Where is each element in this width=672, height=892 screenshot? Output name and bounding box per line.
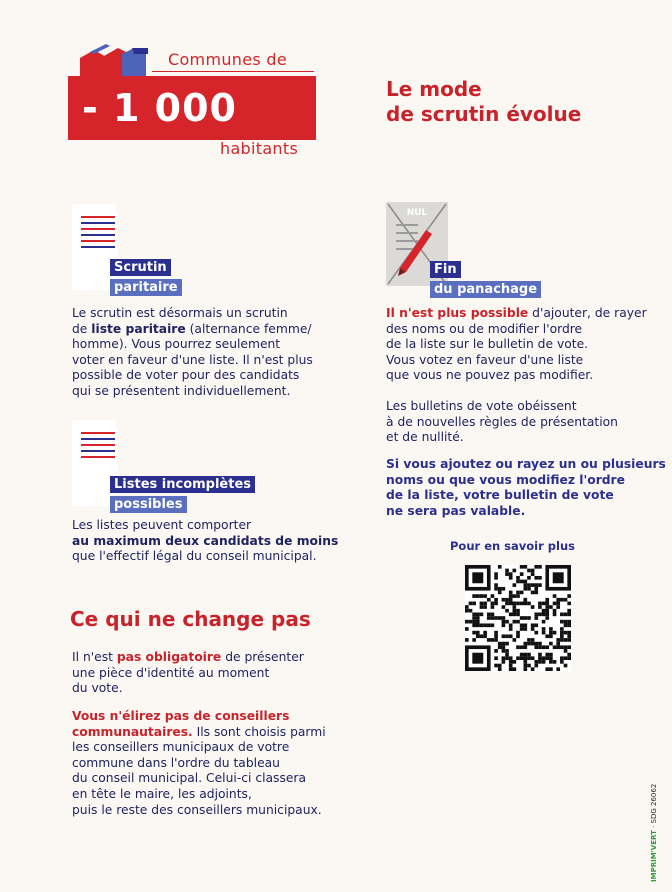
- panachage-line: noms ou que vous modifiez l'ordre: [386, 472, 625, 487]
- panachage-line: ne sera pas valable.: [386, 503, 526, 518]
- qr-code[interactable]: [465, 565, 571, 671]
- panachage-text-c: [386, 457, 666, 519]
- right-title-line1: Le mode: [386, 77, 482, 101]
- unchanged-title: Ce qui ne change pas: [70, 607, 311, 631]
- panachage-line: Les bulletins de vote obéissent: [386, 399, 577, 413]
- panachage-line: que vous ne pouvez pas modifier.: [386, 368, 594, 383]
- unchanged-text-a: [72, 650, 304, 697]
- panachage-line: à de nouvelles règles de présentation: [386, 414, 618, 429]
- listes-text: [72, 518, 338, 565]
- header-rule-top: [152, 71, 314, 72]
- panachage-text-a: [386, 306, 647, 384]
- listes-tag-line2: possibles: [110, 496, 187, 513]
- right-title-line2: de scrutin évolue: [386, 102, 582, 126]
- scrutin-line: possible de voter pour des candidats: [72, 368, 300, 383]
- listes-tag: [110, 473, 255, 513]
- panachage-tag-line1: Fin: [430, 261, 461, 278]
- scrutin-tag-line1: Scrutin: [110, 259, 171, 276]
- scrutin-tag: [110, 256, 182, 296]
- right-title: [386, 77, 581, 127]
- panachage-line: de la liste, votre bulletin de vote: [386, 488, 614, 503]
- unchanged-line: du vote.: [72, 681, 123, 696]
- scrutin-line: Le scrutin est désormais un scrutin: [72, 306, 288, 320]
- panachage-line: et de nullité.: [386, 430, 464, 445]
- panachage-text-b: [386, 399, 618, 446]
- unchanged-line: puis le reste des conseillers municipaux.: [72, 802, 322, 817]
- panachage-line: Vous votez en faveur d'une liste: [386, 352, 584, 367]
- panachage-line: Il n'est plus possible d'ajouter, de rayer: [386, 306, 647, 320]
- scrutin-line: qui se présentent individuellement.: [72, 383, 291, 398]
- header-bottom-text: habitants: [220, 139, 299, 158]
- scrutin-line: de liste paritaire (alternance femme/: [72, 321, 312, 336]
- qr-label: Pour en savoir plus: [450, 539, 576, 553]
- header-banner-text: - 1 000: [82, 86, 237, 130]
- header-top-text: Communes de: [168, 50, 287, 69]
- scrutin-line: voter en faveur d'une liste. Il n'est plus: [72, 352, 313, 367]
- scrutin-line: homme). Vous pourrez seulement: [72, 337, 281, 352]
- scrutin-text: [72, 306, 313, 400]
- listes-line: au maximum deux candidats de moins: [72, 533, 339, 548]
- listes-line: Les listes peuvent comporter: [72, 518, 252, 532]
- unchanged-line: une pièce d'identité au moment: [72, 665, 270, 680]
- unchanged-line: communautaires. Ils sont choisis parmi: [72, 724, 326, 739]
- side-brand: [650, 752, 664, 882]
- panachage-tag-line2: du panachage: [430, 281, 541, 298]
- side-brand-code: · SDG 26062: [650, 783, 658, 828]
- panachage-tag: [430, 258, 541, 298]
- unchanged-line: commune dans l'ordre du tableau: [72, 755, 280, 770]
- unchanged-text-b: [72, 709, 326, 818]
- ballot-list-icon: [78, 212, 118, 256]
- panachage-line: Si vous ajoutez ou rayez un ou plusieurs: [386, 457, 666, 471]
- ballot-list-icon: [78, 428, 118, 472]
- listes-tag-line1: Listes incomplètes: [110, 476, 255, 493]
- unchanged-line: Vous n'élirez pas de conseillers: [72, 709, 290, 723]
- listes-line: que l'effectif légal du conseil municipal.: [72, 549, 317, 564]
- panachage-line: de la liste sur le bulletin de vote.: [386, 337, 589, 352]
- side-brand-logo: IMPRIM'VERT: [650, 830, 658, 882]
- scrutin-tag-line2: paritaire: [110, 279, 182, 296]
- panachage-line: des noms ou de modifier l'ordre: [386, 321, 583, 336]
- unchanged-line: du conseil municipal. Celui-ci classera: [72, 771, 307, 786]
- unchanged-line: les conseillers municipaux de votre: [72, 740, 290, 755]
- unchanged-line: Il n'est pas obligatoire de présenter: [72, 650, 304, 664]
- svg-text:NUL: NUL: [406, 208, 428, 218]
- unchanged-line: en tête le maire, les adjoints,: [72, 786, 252, 801]
